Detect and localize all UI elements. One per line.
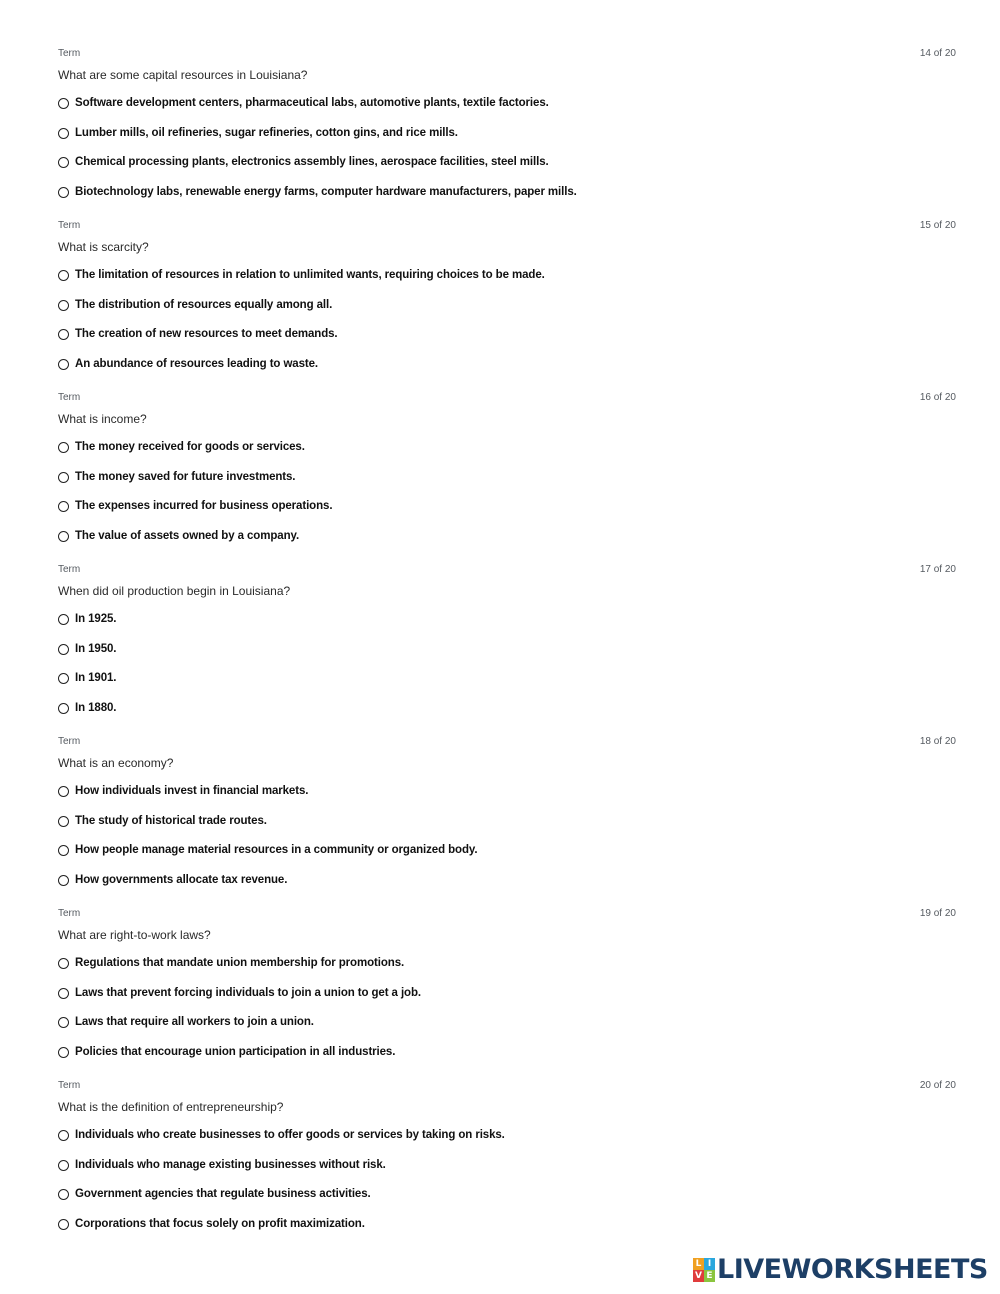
answer-option-label[interactable]: The money saved for future investments. [75, 470, 296, 483]
answer-option-label[interactable]: The limitation of resources in relation to unlimited wants, requiring choices to be made. [75, 269, 545, 281]
answer-option[interactable] [58, 156, 938, 186]
question-counter: 16 of 20 [919, 392, 956, 403]
answer-option[interactable] [58, 702, 938, 732]
question-header [58, 46, 956, 62]
question-block [58, 1078, 956, 1250]
answer-options [58, 1129, 938, 1247]
answer-option[interactable] [58, 815, 938, 845]
radio-button-icon[interactable] [58, 1130, 69, 1141]
answer-option-label[interactable]: Government agencies that regulate business activities. [75, 1188, 371, 1200]
logo-mark-letter-l: L [693, 1258, 704, 1270]
answer-option-label[interactable]: Individuals who create businesses to offer goods or services by taking on risks. [75, 1129, 505, 1141]
radio-button-icon[interactable] [58, 472, 69, 483]
term-label: Term [58, 564, 81, 575]
question-prompt: What is an economy? [58, 756, 174, 770]
question-counter: 14 of 20 [919, 48, 956, 59]
answer-option-label[interactable]: Regulations that mandate union membership for promotions. [75, 957, 405, 969]
question-counter: 19 of 20 [919, 908, 956, 919]
answer-option-label[interactable]: How governments allocate tax revenue. [75, 873, 288, 886]
answer-option[interactable] [58, 328, 938, 358]
answer-option-label[interactable]: Biotechnology labs, renewable energy farms, computer hardware manufacturers, paper mills. [75, 185, 577, 198]
answer-option-label[interactable]: Software development centers, pharmaceutical labs, automotive plants, textile factories. [75, 97, 549, 109]
answer-option[interactable] [58, 269, 938, 299]
answer-option[interactable] [58, 1159, 938, 1189]
answer-option-label[interactable]: The distribution of resources equally among all. [75, 298, 333, 311]
liveworksheets-logo-mark-icon [693, 1258, 715, 1282]
radio-button-icon[interactable] [58, 300, 69, 311]
answer-option[interactable] [58, 471, 938, 501]
answer-option-label[interactable]: Corporations that focus solely on profit maximization. [75, 1217, 365, 1230]
answer-option[interactable] [58, 299, 938, 329]
answer-option-label[interactable]: The creation of new resources to meet demands. [75, 328, 338, 340]
answer-option-label[interactable]: The expenses incurred for business operations. [75, 500, 333, 512]
answer-option-label[interactable]: How people manage material resources in a community or organized body. [75, 844, 478, 856]
answer-option[interactable] [58, 874, 938, 904]
term-label: Term [58, 220, 81, 231]
logo-mark-letter-v: V [693, 1270, 704, 1282]
radio-button-icon[interactable] [58, 329, 69, 340]
answer-option-label[interactable]: In 1950. [75, 642, 117, 655]
answer-option[interactable] [58, 358, 938, 388]
radio-button-icon[interactable] [58, 786, 69, 797]
answer-option[interactable] [58, 1218, 938, 1248]
question-block [58, 734, 956, 906]
radio-button-icon[interactable] [58, 128, 69, 139]
answer-option[interactable] [58, 613, 938, 643]
question-prompt: What are right-to-work laws? [58, 928, 211, 942]
question-header [58, 1078, 956, 1094]
answer-option-label[interactable]: The value of assets owned by a company. [75, 529, 300, 542]
question-counter: 18 of 20 [919, 736, 956, 747]
question-prompt: What is income? [58, 412, 147, 426]
radio-button-icon[interactable] [58, 270, 69, 281]
answer-options [58, 441, 938, 559]
radio-button-icon[interactable] [58, 1017, 69, 1028]
question-prompt: When did oil production begin in Louisiana? [58, 584, 291, 598]
answer-option-label[interactable]: In 1901. [75, 672, 117, 684]
answer-option[interactable] [58, 500, 938, 530]
radio-button-icon[interactable] [58, 644, 69, 655]
answer-options [58, 613, 938, 731]
radio-button-icon[interactable] [58, 501, 69, 512]
question-block [58, 46, 956, 218]
question-block [58, 906, 956, 1078]
term-label: Term [58, 1080, 81, 1091]
question-header [58, 562, 956, 578]
radio-button-icon[interactable] [58, 875, 69, 886]
question-block [58, 218, 956, 390]
question-prompt: What is the definition of entrepreneurship? [58, 1100, 284, 1114]
term-label: Term [58, 392, 81, 403]
answer-option-label[interactable]: How individuals invest in financial markets. [75, 785, 309, 797]
answer-option-label[interactable]: In 1880. [75, 701, 117, 714]
radio-button-icon[interactable] [58, 1047, 69, 1058]
question-counter: 15 of 20 [919, 220, 956, 231]
radio-button-icon[interactable] [58, 157, 69, 168]
liveworksheets-logo [693, 1256, 988, 1284]
radio-button-icon[interactable] [58, 614, 69, 625]
radio-button-icon[interactable] [58, 442, 69, 453]
logo-mark-letter-i: I [704, 1258, 715, 1270]
answer-option[interactable] [58, 785, 938, 815]
answer-option-label[interactable]: Policies that encourage union participation in all industries. [75, 1045, 396, 1058]
answer-option[interactable] [58, 844, 938, 874]
answer-option[interactable] [58, 127, 938, 157]
answer-option[interactable] [58, 1188, 938, 1218]
radio-button-icon[interactable] [58, 703, 69, 714]
answer-option-label[interactable]: Lumber mills, oil refineries, sugar refineries, cotton gins, and rice mills. [75, 126, 458, 139]
answer-option[interactable] [58, 97, 938, 127]
answer-option-label[interactable]: Laws that prevent forcing individuals to join a union to get a job. [75, 986, 421, 999]
answer-option[interactable] [58, 1129, 938, 1159]
question-header [58, 906, 956, 922]
radio-button-icon[interactable] [58, 988, 69, 999]
term-label: Term [58, 48, 81, 59]
answer-options [58, 957, 938, 1075]
logo-mark-letter-e: E [704, 1270, 715, 1282]
answer-option-label[interactable]: The study of historical trade routes. [75, 814, 267, 827]
answer-option-label[interactable]: Chemical processing plants, electronics assembly lines, aerospace facilities, steel mills. [75, 156, 549, 168]
question-counter: 17 of 20 [919, 564, 956, 575]
quiz-list [58, 46, 956, 1250]
question-block [58, 562, 956, 734]
question-prompt: What is scarcity? [58, 240, 149, 254]
radio-button-icon[interactable] [58, 845, 69, 856]
logo-wordmark: LIVEWORKSHEETS [717, 1254, 988, 1285]
answer-option-label[interactable]: Individuals who manage existing businesses without risk. [75, 1158, 386, 1171]
answer-option[interactable] [58, 957, 938, 987]
answer-option[interactable] [58, 1016, 938, 1046]
radio-button-icon[interactable] [58, 1219, 69, 1230]
answer-option[interactable] [58, 672, 938, 702]
question-header [58, 734, 956, 750]
answer-option[interactable] [58, 441, 938, 471]
answer-option[interactable] [58, 530, 938, 560]
term-label: Term [58, 736, 81, 747]
answer-option-label[interactable]: Laws that require all workers to join a union. [75, 1016, 314, 1028]
question-block [58, 390, 956, 562]
radio-button-icon[interactable] [58, 98, 69, 109]
answer-options [58, 97, 938, 215]
radio-button-icon[interactable] [58, 1160, 69, 1171]
answer-options [58, 785, 938, 903]
answer-option-label[interactable]: An abundance of resources leading to waste. [75, 357, 319, 370]
question-header [58, 390, 956, 406]
radio-button-icon[interactable] [58, 1189, 69, 1200]
answer-option[interactable] [58, 186, 938, 216]
radio-button-icon[interactable] [58, 958, 69, 969]
radio-button-icon[interactable] [58, 816, 69, 827]
answer-options [58, 269, 938, 387]
term-label: Term [58, 908, 81, 919]
radio-button-icon[interactable] [58, 187, 69, 198]
question-header [58, 218, 956, 234]
answer-option[interactable] [58, 1046, 938, 1076]
answer-option[interactable] [58, 643, 938, 673]
question-counter: 20 of 20 [919, 1080, 956, 1091]
answer-option[interactable] [58, 987, 938, 1017]
answer-option-label[interactable]: In 1925. [75, 613, 117, 625]
radio-button-icon[interactable] [58, 673, 69, 684]
question-prompt: What are some capital resources in Louisiana? [58, 68, 308, 82]
answer-option-label[interactable]: The money received for goods or services. [75, 441, 305, 453]
radio-button-icon[interactable] [58, 531, 69, 542]
radio-button-icon[interactable] [58, 359, 69, 370]
